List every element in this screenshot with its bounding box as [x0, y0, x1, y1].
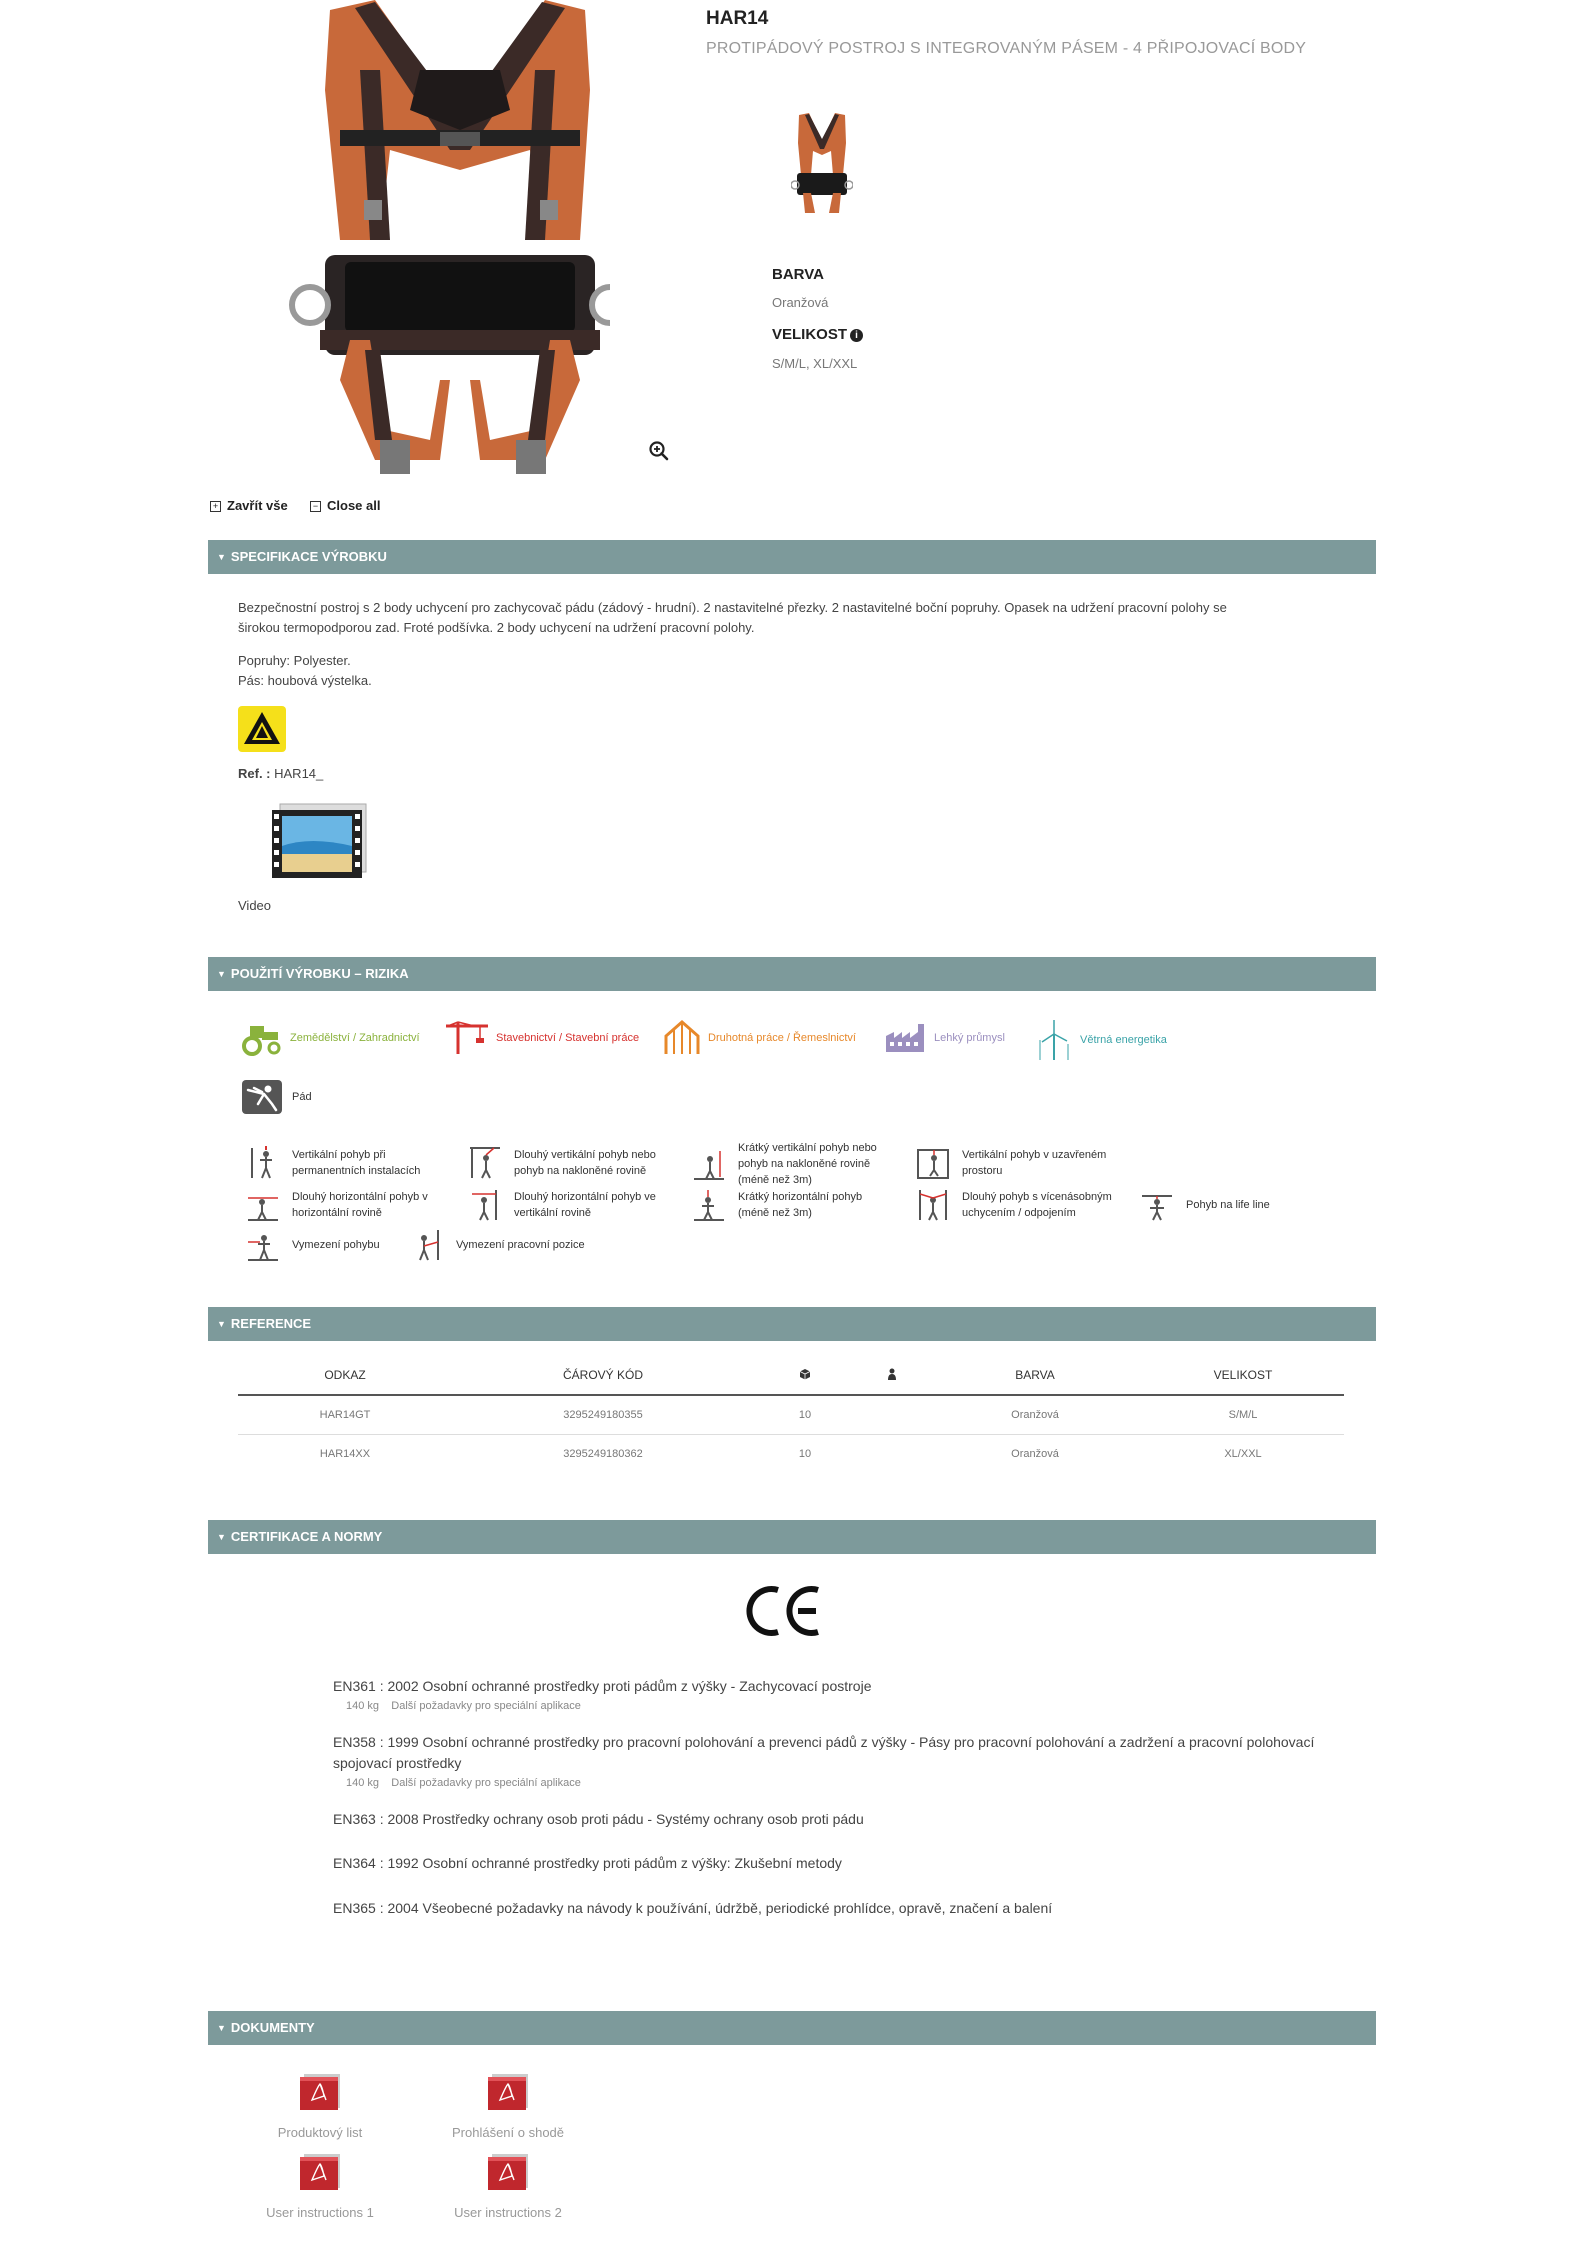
activity-item: [468, 1146, 668, 1180]
product-image: [280, 0, 610, 480]
col-header-color: BARVA: [928, 1356, 1142, 1395]
activity-label: Vymezení pohybu: [292, 1239, 380, 1251]
minus-square-icon: −: [310, 501, 321, 512]
activity-item: [692, 1140, 892, 1188]
section-title: CERTIFIKACE A NORMY: [230, 1529, 383, 1544]
spec-material-2: Pás: houbová výstelka.: [238, 673, 372, 688]
sector-agriculture: [240, 1020, 420, 1056]
color-label: BARVA: [772, 266, 824, 283]
col-header-odkaz: ODKAZ: [238, 1356, 452, 1395]
norm-sub-note: Další požadavky pro speciální aplikace: [391, 1777, 581, 1789]
activity-item: [916, 1188, 1126, 1222]
pdf-icon: [484, 2152, 532, 2192]
spec-description-1: Bezpečnostní postroj s 2 body uchycení pro zachycovač pádu (zádový - hrudní). 2 nastavitelné přezky. 2 nastavitelné boční popruhy. Opasek na udržení pracovní polohy se: [238, 600, 1227, 615]
cell-barcode: 3295249180362: [563, 1448, 643, 1460]
caret-down-icon: ▼: [217, 1532, 226, 1542]
size-value: S/M/L, XL/XXL: [772, 356, 858, 371]
col-header-box-qty: [754, 1356, 856, 1395]
life-line-icon: [1140, 1188, 1174, 1222]
activity-item: [692, 1188, 892, 1222]
document-label: Produktový list: [277, 2125, 363, 2140]
norm-item: EN365 : 2004 Všeobecné požadavky na návody k používání, údržbě, periodické prohlídce, opravě, značení a balení: [333, 1900, 1053, 1916]
risk-label: Pád: [292, 1091, 312, 1103]
norm-sub-kg: 140 kg: [346, 1700, 380, 1712]
activity-label: Dlouhý horizontální pohyb ve vertikální rovině: [514, 1191, 656, 1219]
col-header-size: VELIKOST: [1142, 1356, 1344, 1395]
norm-sub-note: Další požadavky pro speciální aplikace: [391, 1700, 581, 1712]
close-all-toggle[interactable]: [310, 498, 380, 513]
norm-item: EN358 : 1999 Osobní ochranné prostředky pro pracovní polohování a prevenci pádů z výšky - Pásy pro pracovní polohování a zadržení a pracovní polohovací: [333, 1734, 1315, 1750]
cell-box-qty: 10: [798, 1448, 812, 1460]
ref-label: Ref. :: [238, 766, 271, 781]
activity-item: [246, 1188, 446, 1222]
ref-line: [238, 764, 323, 784]
video-label[interactable]: Video: [238, 898, 272, 913]
svg-text:CE: CE: [784, 1614, 786, 1615]
section-bar-usage[interactable]: [208, 957, 1376, 991]
activity-label: Vertikální pohyb při permanentních instalacích: [292, 1149, 421, 1177]
color-value: Oranžová: [772, 295, 829, 310]
spec-description-2: širokou termopodporou zad. Froté podšívka. 2 body uchycení na udržení pracovní polohy.: [238, 620, 755, 635]
document-link-declaration[interactable]: [438, 2072, 578, 2140]
cell-ref: HAR14XX: [319, 1448, 371, 1460]
sector-label: Větrná energetika: [1080, 1034, 1167, 1046]
ref-value: HAR14_: [274, 766, 324, 781]
cell-color: Oranžová: [1011, 1448, 1059, 1460]
wind-turbine-icon: [1034, 1020, 1074, 1060]
spec-material-1: Popruhy: Polyester.: [238, 653, 351, 668]
section-bar-spec[interactable]: [208, 540, 1376, 574]
zoom-icon[interactable]: [648, 440, 670, 462]
product-title: HAR14: [706, 8, 769, 29]
section-bar-certification[interactable]: [208, 1520, 1376, 1554]
long-horizontal-vertical-icon: [468, 1188, 502, 1222]
close-all-label: Close all: [327, 498, 381, 513]
cell-box-qty: 10: [754, 1395, 856, 1435]
table-row: [238, 1435, 1344, 1474]
activity-label: Pohyb na life line: [1186, 1199, 1270, 1211]
open-all-label: Zavřít vše: [227, 498, 288, 513]
long-vertical-icon: [468, 1146, 502, 1180]
sector-construction: [444, 1020, 639, 1056]
short-vertical-icon: [692, 1147, 726, 1181]
section-bar-documents[interactable]: [208, 2011, 1376, 2045]
size-heading: [772, 326, 863, 343]
house-frame-icon: [662, 1020, 702, 1056]
sector-label: Druhotná práce / Řemeslnictví: [708, 1032, 856, 1044]
activity-label: Vymezení pracovní pozice: [456, 1239, 585, 1251]
work-positioning-icon: [410, 1228, 444, 1262]
section-title: DOKUMENTY: [230, 2020, 315, 2035]
activity-label: Dlouhý vertikální pohyb nebo pohyb na nakloněné rovině: [514, 1149, 656, 1177]
section-title: POUŽITÍ VÝROBKU – RIZIKA: [230, 966, 409, 981]
cell-person: [856, 1395, 928, 1435]
table-row: [238, 1395, 1344, 1435]
document-link-instructions-2[interactable]: [438, 2152, 578, 2220]
short-horizontal-icon: [692, 1188, 726, 1222]
size-label: VELIKOST: [772, 326, 848, 343]
caret-down-icon: ▼: [217, 2023, 226, 2033]
activity-item: [246, 1146, 446, 1180]
product-thumbnail[interactable]: [790, 112, 854, 218]
crane-icon: [444, 1020, 490, 1056]
activity-label: Dlouhý horizontální pohyb v horizontální rovině: [292, 1191, 428, 1219]
sector-light-industry: [884, 1020, 1005, 1056]
cell-person: [856, 1435, 928, 1474]
document-label: User instructions 1: [266, 2205, 374, 2220]
document-label: Prohlášení o shodě: [451, 2125, 565, 2140]
document-link-instructions-1[interactable]: [250, 2152, 390, 2220]
ce-mark-logo: [746, 1584, 822, 1638]
plus-square-icon: +: [210, 501, 221, 512]
norm-item: EN364 : 1992 Osobní ochranné prostředky proti pádům z výšky: Zkušební metody: [333, 1855, 842, 1871]
info-icon[interactable]: i: [850, 329, 863, 342]
document-link-product-sheet[interactable]: [250, 2072, 390, 2140]
restraint-icon: [246, 1228, 280, 1262]
person-icon: [887, 1368, 897, 1380]
product-subtitle: PROTIPÁDOVÝ POSTROJ S INTEGROVANÝM PÁSEM - 4 PŘIPOJOVACÍ BODY: [706, 40, 1307, 57]
sector-label: Lehký průmysl: [934, 1032, 1005, 1044]
col-header-barcode: ČÁROVÝ KÓD: [452, 1356, 754, 1395]
caret-down-icon: ▼: [217, 552, 226, 562]
activity-item: [916, 1146, 1116, 1180]
pdf-icon: [296, 2072, 344, 2112]
caret-down-icon: ▼: [217, 1319, 226, 1329]
fall-icon: [242, 1080, 282, 1114]
activity-item: [1140, 1188, 1340, 1222]
activity-label: Dlouhý pohyb s vícenásobným uchycením / odpojením: [962, 1191, 1112, 1219]
cell-ref: HAR14GT: [238, 1395, 452, 1435]
activity-label: Krátký vertikální pohyb nebo pohyb na nakloněné rovině (méně než 3m): [738, 1142, 877, 1186]
sector-crafts: [662, 1020, 856, 1056]
section-title: REFERENCE: [230, 1316, 312, 1331]
norm-item: EN363 : 2008 Prostředky ochrany osob proti pádu - Systémy ochrany osob proti pádu: [333, 1811, 864, 1827]
confined-space-icon: [916, 1146, 950, 1180]
multiple-attachment-icon: [916, 1188, 950, 1222]
document-label: User instructions 2: [454, 2205, 562, 2220]
activity-item: [410, 1228, 610, 1262]
cell-size: S/M/L: [1142, 1395, 1344, 1435]
cell-color: Oranžová: [928, 1395, 1142, 1435]
factory-icon: [884, 1020, 928, 1056]
box-icon: [799, 1368, 811, 1380]
section-bar-reference[interactable]: [208, 1307, 1376, 1341]
table-header-row: [238, 1356, 1344, 1395]
sector-wind-energy: [1034, 1020, 1167, 1060]
norm-item: EN361 : 2002 Osobní ochranné prostředky proti pádům z výšky - Zachycovací postroje: [333, 1678, 872, 1694]
col-header-person: [856, 1356, 928, 1395]
reference-table: [238, 1356, 1344, 1473]
open-all-toggle[interactable]: [210, 498, 288, 513]
video-thumbnail-icon[interactable]: [270, 800, 370, 882]
activity-label: Krátký horizontální pohyb (méně než 3m): [738, 1191, 863, 1219]
sector-label: Stavebnictví / Stavební práce: [496, 1032, 640, 1044]
cell-size: XL/XXL: [1224, 1448, 1262, 1460]
activity-label: Vertikální pohyb v uzavřeném prostoru: [962, 1149, 1107, 1177]
norm-sub-kg: 140 kg: [346, 1777, 380, 1789]
norm-sub: [346, 1700, 581, 1712]
risk-fall: [242, 1080, 312, 1114]
vertical-permanent-icon: [246, 1146, 280, 1180]
cell-barcode: 3295249180355: [452, 1395, 754, 1435]
tractor-icon: [240, 1020, 284, 1056]
pdf-icon: [296, 2152, 344, 2192]
norm-item-cont: spojovací prostředky: [333, 1755, 462, 1771]
long-horizontal-icon: [246, 1188, 280, 1222]
section-title: SPECIFIKACE VÝROBKU: [230, 549, 387, 564]
norm-sub: [346, 1777, 581, 1789]
sector-label: Zemědělství / Zahradnictví: [290, 1032, 420, 1044]
activity-item: [468, 1188, 668, 1222]
delta-plus-logo: [238, 706, 286, 752]
pdf-icon: [484, 2072, 532, 2112]
caret-down-icon: ▼: [217, 969, 226, 979]
